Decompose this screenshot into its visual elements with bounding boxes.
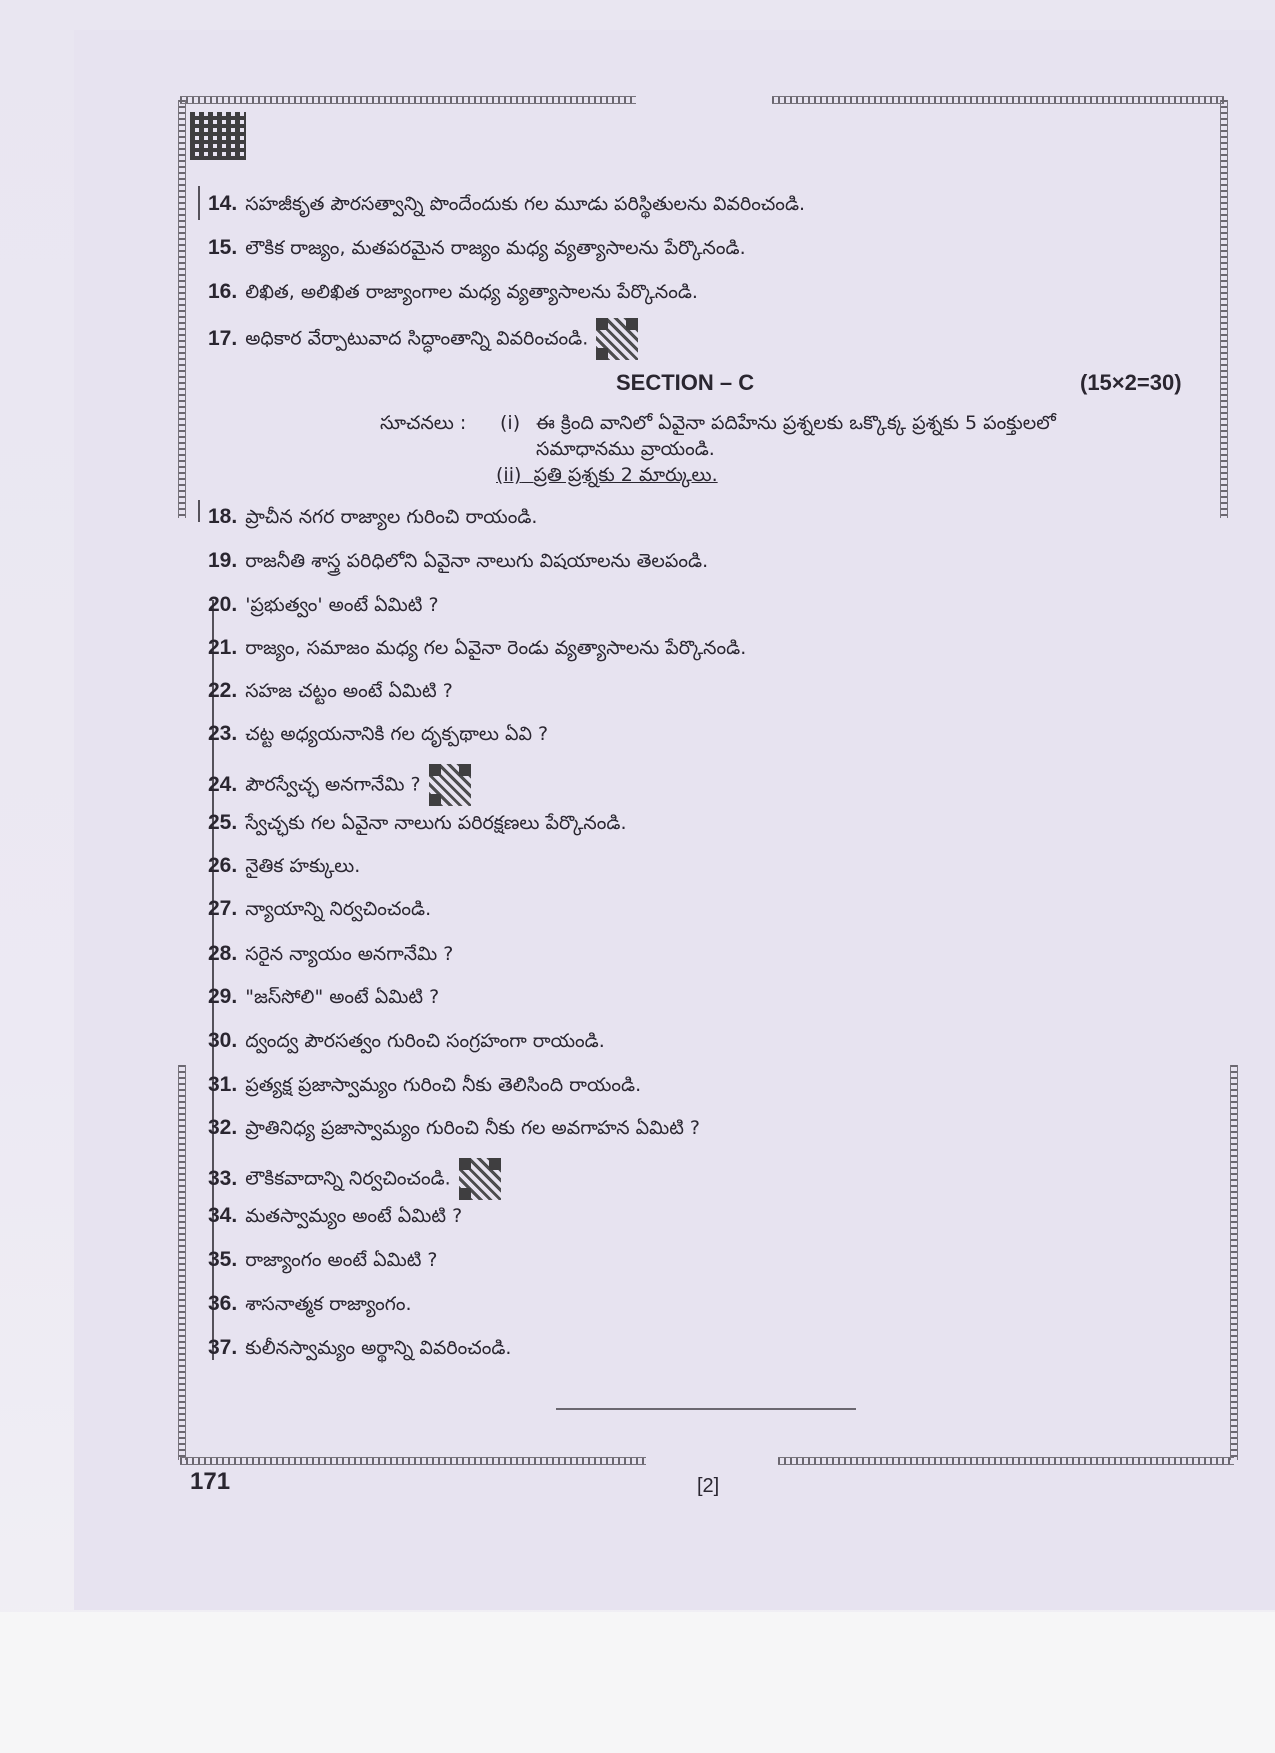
margin-rule [198, 500, 200, 522]
instruction-i-marker: (i) [500, 412, 521, 434]
question-35: 35. రాజ్యాంగం అంటే ఏమిటి ? [208, 1248, 438, 1271]
qr-code-icon [190, 112, 246, 160]
question-18: 18. ప్రాచీన నగర రాజ్యాల గురించి రాయండి. [208, 505, 538, 528]
margin-rule [198, 186, 200, 220]
question-24: 24. పౌరస్వేచ్ఛ అనగానేమి ? [208, 764, 471, 806]
right-border-upper [1220, 100, 1228, 518]
question-26: 26. నైతిక హక్కులు. [208, 854, 361, 877]
left-border-lower [178, 1065, 186, 1460]
right-border-lower [1230, 1065, 1238, 1460]
instructions-label: సూచనలు : [380, 412, 467, 434]
question-27: 27. న్యాయాన్ని నిర్వచించండి. [208, 897, 432, 920]
bottom-border-right [778, 1457, 1234, 1465]
question-30: 30. ద్వంద్వ పౌరసత్వం గురించి సంగ్రహంగా రాయండి. [208, 1029, 605, 1052]
question-16: 16. లిఖిత, అలిఖిత రాజ్యాంగాల మధ్య వ్యత్యాసాలను పేర్కొనండి. [208, 280, 698, 303]
question-25: 25. స్వేచ్ఛకు గల ఏవైనా నాలుగు పరిరక్షణలు పేర్కొనండి. [208, 811, 627, 834]
question-15: 15. లౌకిక రాజ్యం, మతపరమైన రాజ్యం మధ్య వ్యత్యాసాలను పేర్కొనండి. [208, 236, 746, 259]
question-32: 32. ప్రాతినిధ్య ప్రజాస్వామ్యం గురించి నీకు గల అవగాహన ఏమిటి ? [208, 1116, 700, 1139]
question-20: 20. 'ప్రభుత్వం' అంటే ఏమిటి ? [208, 593, 439, 616]
question-28: 28. సరైన న్యాయం అనగానేమి ? [208, 942, 454, 965]
instruction-i-line1: ఈ క్రింది వానిలో ఏవైనా పదిహేను ప్రశ్నలకు ఒక్కొక్క ప్రశ్నకు 5 పంక్తులలో [536, 412, 1056, 434]
question-37: 37. కులీనస్వామ్యం అర్థాన్ని వివరించండి. [208, 1336, 512, 1359]
question-22: 22. సహజ చట్టం అంటే ఏమిటి ? [208, 679, 453, 702]
paper-code: 171 [190, 1468, 231, 1495]
section-title: SECTION – C [616, 370, 755, 395]
page-number: [2] [697, 1475, 720, 1497]
question-34: 34. మతస్వామ్యం అంటే ఏమిటి ? [208, 1204, 463, 1227]
instruction-ii: (ii) ప్రతి ప్రశ్నకు 2 మార్కులు. [496, 464, 718, 486]
qr-code-icon [429, 764, 471, 806]
question-23: 23. చట్ట అధ్యయనానికి గల దృక్పథాలు ఏవి ? [208, 722, 549, 745]
question-33: 33. లౌకికవాదాన్ని నిర్వచించండి. [208, 1158, 501, 1200]
question-31: 31. ప్రత్యక్ష ప్రజాస్వామ్యం గురించి నీకు తెలిసింది రాయండి. [208, 1073, 642, 1096]
top-border-right [772, 96, 1224, 104]
question-17: 17. అధికార వేర్పాటువాద సిద్ధాంతాన్ని వివరించండి. [208, 318, 638, 360]
scanner-bed [0, 1612, 1275, 1753]
question-14: 14. సహజీకృత పౌరసత్వాన్ని పొందేందుకు గల మూడు పరిస్థితులను వివరించండి. [208, 192, 806, 215]
question-36: 36. శాసనాత్మక రాజ్యాంగం. [208, 1292, 412, 1315]
question-21: 21. రాజ్యం, సమాజం మధ్య గల ఏవైనా రెండు వ్యత్యాసాలను పేర్కొనండి. [208, 636, 747, 659]
top-border-left [180, 96, 636, 104]
end-of-paper-line [556, 1408, 856, 1410]
section-marks: (15×2=30) [1080, 370, 1182, 395]
question-19: 19. రాజనీతి శాస్త్ర పరిధిలోని ఏవైనా నాలుగు విషయాలను తెలపండి. [208, 549, 709, 572]
qr-code-icon [596, 318, 638, 360]
question-29: 29. "జస్‌సోలి" అంటే ఏమిటి ? [208, 985, 440, 1008]
bottom-border-left [180, 1457, 646, 1465]
left-border-upper [178, 100, 186, 518]
qr-code-icon [459, 1158, 501, 1200]
instruction-i-line2: సమాధానము వ్రాయండి. [536, 438, 715, 460]
